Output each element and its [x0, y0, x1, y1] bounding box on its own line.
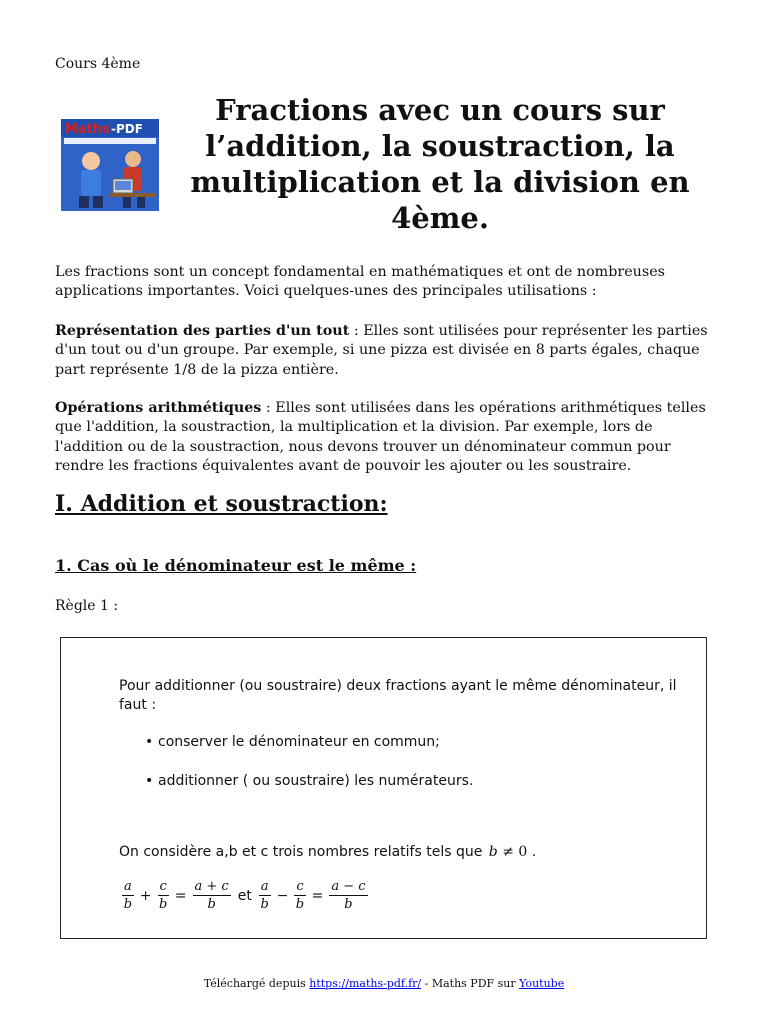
section-heading-addition: I. Addition et soustraction:: [55, 491, 388, 517]
rule-condition-sentence: On considère a,b et c trois nombres relatifs tels que b ≠ 0 .: [119, 844, 537, 860]
footer: Téléchargé depuis https://maths-pdf.fr/ - Maths PDF sur Youtube: [203, 977, 565, 990]
rule-bullet-list: [145, 734, 473, 811]
fraction: $\frac{c}{b}$: [158, 879, 168, 912]
maths-pdf-logo: [61, 119, 159, 211]
fraction: $\frac{a}{b}$: [123, 879, 133, 912]
paragraph-operations-term: Opérations arithmétiques: [55, 400, 262, 416]
bullet-icon: •: [145, 734, 154, 750]
intro-paragraph: Les fractions sont un concept fondamental en mathématiques et ont de nombreuses applications importantes. Voici quelques-unes des principales utilisations :: [55, 264, 666, 300]
fraction: $\frac{a + c}{b}$: [194, 879, 229, 912]
fraction: $\frac{a - c}{b}$: [331, 879, 366, 912]
page-title: Fractions avec un cours sur l’addition, la soustraction, la multiplication et la division en 4ème.: [190, 93, 690, 235]
svg-text:Maths: Maths: [65, 122, 110, 137]
rule-formula: $\frac{a}{b}$ + $\frac{c}{b}$ = $\frac{a + c}{b}$ et $\frac{a}{b}$ − $\frac{c}{b}$ = $\frac{a - c}{b}$: [123, 879, 366, 912]
fraction: $\frac{c}{b}$: [295, 879, 305, 912]
paragraph-representation-text: : Elles sont utilisées pour représenter les parties d'un tout ou d'un groupe. Par exemple, si une pizza est divisée en 8 parts égales, chaque part représente 1/8 de la pizza entière.: [55, 323, 708, 378]
paragraph-operations: [55, 399, 715, 476]
rule-intro: Pour additionner (ou soustraire) deux fractions ayant le même dénominateur, il faut :: [119, 678, 677, 713]
subsection-heading-same-denominator: 1. Cas où le dénominateur est le même :: [55, 556, 417, 575]
svg-text:-PDF: -PDF: [111, 122, 143, 136]
fraction: $\frac{a}{b}$: [260, 879, 269, 912]
rule-label: Règle 1 :: [55, 598, 119, 614]
paragraph-representation-term: Représentation des parties d'un tout: [55, 323, 350, 339]
paragraph-representation: [55, 322, 715, 380]
rule-bullet-item: • additionner ( ou soustraire) les numérateurs.: [145, 772, 474, 789]
bullet-icon: •: [145, 772, 154, 789]
condition-inequality: b ≠ 0: [488, 844, 528, 860]
rule-box: [60, 637, 707, 939]
course-label: Cours 4ème: [55, 56, 141, 72]
footer-site-link[interactable]: https://maths-pdf.fr/: [309, 977, 422, 990]
footer-youtube-link[interactable]: Youtube: [519, 977, 565, 990]
rule-bullet-item: • conserver le dénominateur en commun;: [145, 734, 440, 750]
paragraph-operations-text: : Elles sont utilisées dans les opérations arithmétiques telles que l'addition, la soustraction, la multiplication et la division. Par exemple, lors de l'addition ou de la soustraction, nous devons trouver un dénominateur commun pour rendre les fractions équivalentes avant de pouvoir les ajouter ou les soustraire.: [55, 400, 706, 474]
